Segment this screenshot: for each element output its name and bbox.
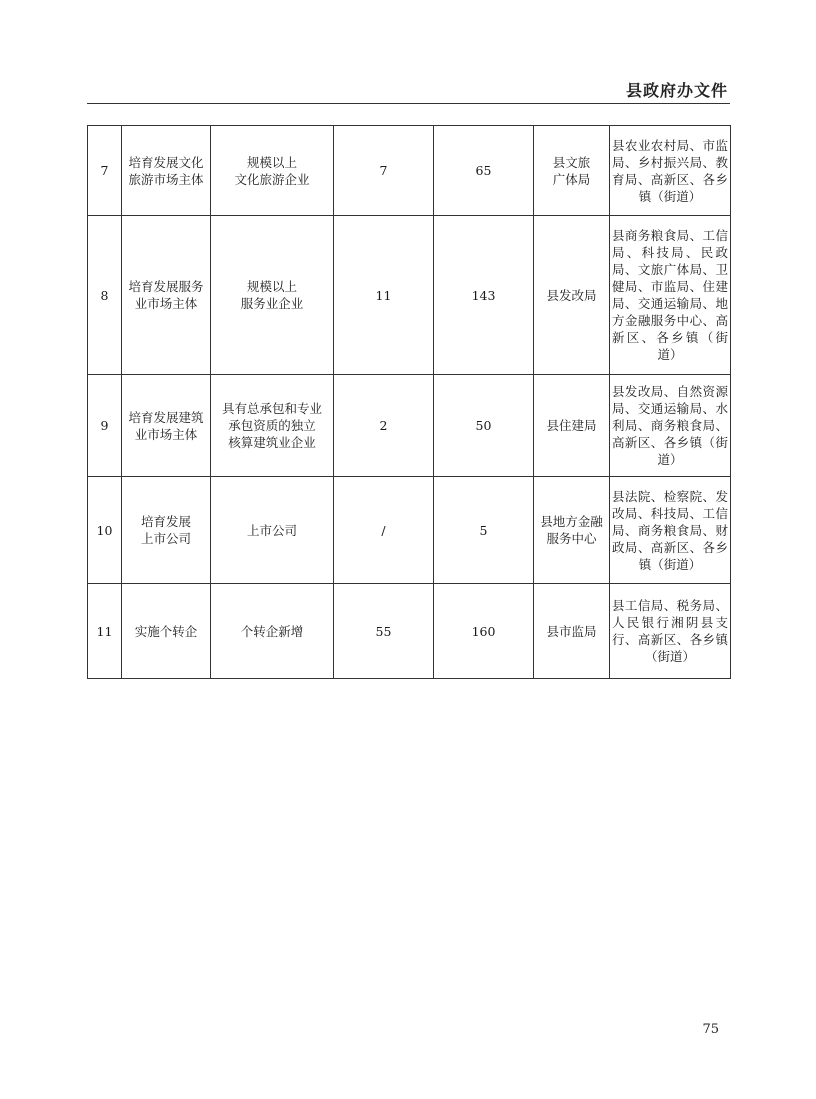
cooperating-units: 县发改局、自然资源局、交通运输局、水利局、商务粮食局、高新区、各乡镇（街道）: [610, 375, 731, 477]
value-a: 55: [334, 584, 434, 679]
row-index: 8: [88, 216, 122, 375]
row-index: 7: [88, 126, 122, 216]
row-index: 10: [88, 477, 122, 584]
value-a: /: [334, 477, 434, 584]
task-table: [87, 125, 731, 679]
table-row: [88, 126, 731, 216]
lead-unit: 县地方金融 服务中心: [534, 477, 610, 584]
value-a: 11: [334, 216, 434, 375]
target-type: 具有总承包和专业 承包资质的独立 核算建筑业企业: [211, 375, 334, 477]
value-a: 2: [334, 375, 434, 477]
task-name: 培育发展建筑 业市场主体: [122, 375, 211, 477]
table-row: [88, 216, 731, 375]
cooperating-units: 县工信局、税务局、人民银行湘阴县支行、高新区、各乡镇（街道）: [610, 584, 731, 679]
value-b: 160: [434, 584, 534, 679]
value-b: 50: [434, 375, 534, 477]
task-name: 培育发展服务 业市场主体: [122, 216, 211, 375]
page-number: 75: [702, 1022, 719, 1037]
cooperating-units: 县农业农村局、市监局、乡村振兴局、教育局、高新区、各乡镇（街道）: [610, 126, 731, 216]
row-index: 11: [88, 584, 122, 679]
table-row: [88, 477, 731, 584]
target-type: 上市公司: [211, 477, 334, 584]
target-type: 规模以上 服务业企业: [211, 216, 334, 375]
cooperating-units: 县商务粮食局、工信局、科技局、民政局、文旅广体局、卫健局、市监局、住建局、交通运输局、地方金融服务中心、高新区、各乡镇（街道）: [610, 216, 731, 375]
row-index: 9: [88, 375, 122, 477]
header-divider: [87, 103, 730, 104]
target-type: 个转企新增: [211, 584, 334, 679]
task-name: 培育发展文化 旅游市场主体: [122, 126, 211, 216]
cooperating-units: 县法院、检察院、发改局、科技局、工信局、商务粮食局、财政局、高新区、各乡镇（街道）: [610, 477, 731, 584]
task-name: 培育发展 上市公司: [122, 477, 211, 584]
target-type: 规模以上 文化旅游企业: [211, 126, 334, 216]
table-row: [88, 375, 731, 477]
lead-unit: 县发改局: [534, 216, 610, 375]
document-header-title: 县政府办文件: [625, 81, 728, 100]
lead-unit: 县住建局: [534, 375, 610, 477]
task-name: 实施个转企: [122, 584, 211, 679]
value-b: 143: [434, 216, 534, 375]
lead-unit: 县文旅 广体局: [534, 126, 610, 216]
value-b: 5: [434, 477, 534, 584]
value-b: 65: [434, 126, 534, 216]
lead-unit: 县市监局: [534, 584, 610, 679]
value-a: 7: [334, 126, 434, 216]
table-row: [88, 584, 731, 679]
